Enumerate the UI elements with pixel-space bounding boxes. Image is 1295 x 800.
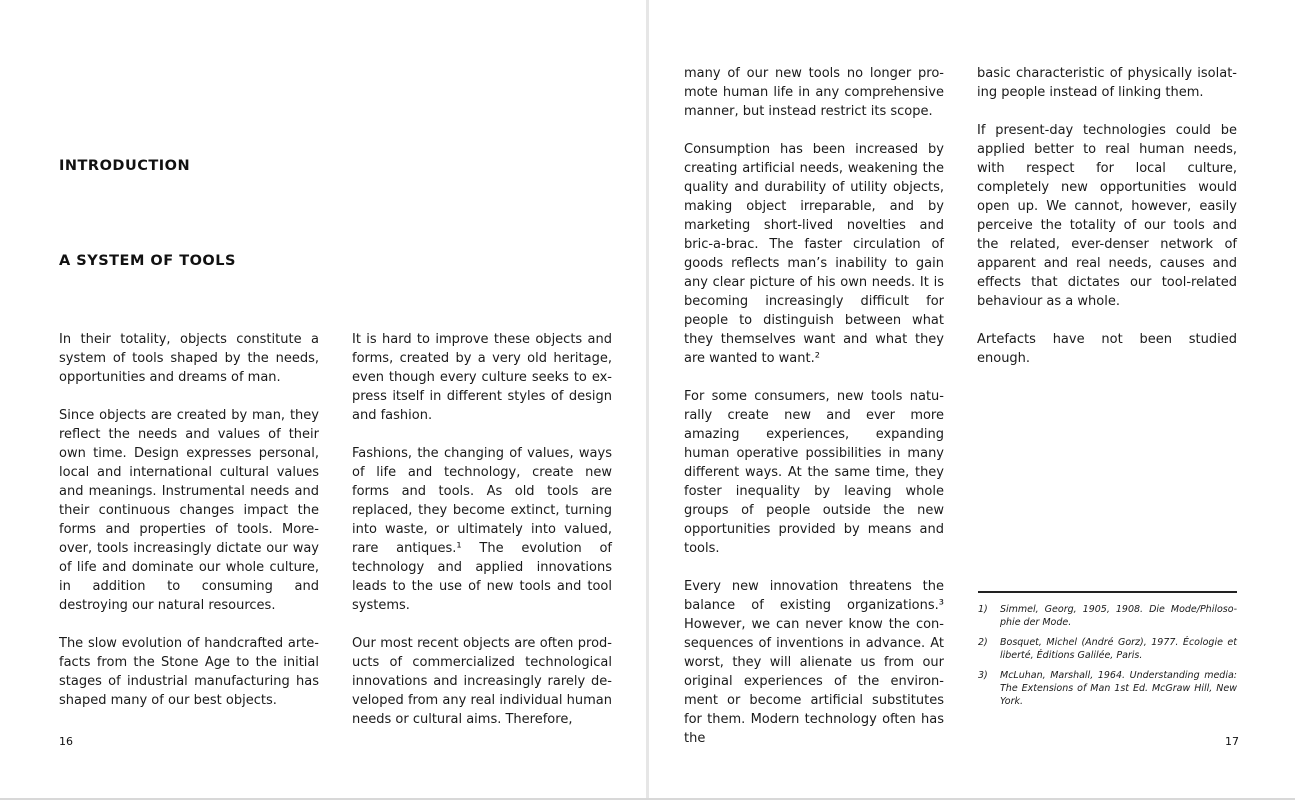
text-column-1 bbox=[59, 330, 319, 710]
paragraph: Since objects are created by man, they reflect the needs and values of their own time. Design expresses personal, local and international cultural values and meanings. Instrumental needs and their continuous changes impact the forms and properties of tools. Moreover, tools increasingly dictate our way of life and dominate our whole culture, in addition to consuming and destroying our natural resources. bbox=[59, 408, 319, 613]
paragraph: Fashions, the changing of values, ways of life and technology, create new forms and tools. As old tools are replaced, they become extinct, turning into waste, or ultimately into valued, rare antiques.¹ The evolution of technology and applied innovations leads to the use of new tools and tool systems. bbox=[352, 446, 612, 613]
footnote-number: 2) bbox=[978, 637, 988, 648]
paragraph: If present-day technologies could be applied better to real human needs, with respect for local culture, completely new opportunities would open up. We cannot, however, easily perceive the totality of our tools and the related, ever-denser network of apparent and real needs, causes and effects that dictates our tool-related behaviour as a whole. bbox=[977, 123, 1237, 309]
footnote-text: Bosquet, Michel (André Gorz), 1977. Écologie et liberté, Éditions Galilée, Paris. bbox=[1000, 637, 1237, 661]
paragraph: Artefacts have not been studied enough. bbox=[977, 332, 1237, 366]
paragraph: In their totality, objects constitute a system of tools shaped by the needs, opportunities and dreams of man. bbox=[59, 332, 319, 385]
footnote-number: 1) bbox=[978, 604, 988, 615]
paragraph: The slow evolution of handcrafted artefacts from the Stone Age to the initial stages of industrial manufacturing has shaped many of our best objects. bbox=[59, 636, 319, 708]
paragraph: For some consumers, new tools naturally create new and ever more amazing experiences, expanding human operative possibilities in many different ways. At the same time, they foster inequality by leaving whole groups of people outside the new opportunities provided by means and tools. bbox=[684, 389, 944, 556]
text-column-3 bbox=[684, 64, 944, 748]
paragraph: Every new innovation threatens the balance of existing organizations.³ However, we can never know the consequences of inventions in advance. At worst, they will alienate us from our original experiences of the environment or become artificial substitutes for them. Modern technology often has the bbox=[684, 579, 944, 746]
footnote-text: Simmel, Georg, 1905, 1908. Die Mode/Philosophie der Mode. bbox=[1000, 604, 1237, 628]
page-number-right: 17 bbox=[1225, 735, 1239, 748]
footnote-item bbox=[978, 636, 1237, 662]
paragraph: It is hard to improve these objects and forms, created by a very old heritage, even though every culture seeks to express itself in different styles of design and fashion. bbox=[352, 332, 612, 423]
paragraph: many of our new tools no longer promote human life in any comprehensive manner, but instead restrict its scope. bbox=[684, 66, 944, 119]
text-column-2 bbox=[352, 330, 612, 729]
footnote-item bbox=[978, 603, 1237, 629]
paragraph: basic characteristic of physically isolating people instead of linking them. bbox=[977, 66, 1237, 100]
page-number-left: 16 bbox=[59, 735, 73, 748]
text-column-4 bbox=[977, 64, 1237, 368]
paragraph: Consumption has been increased by creating artificial needs, weakening the quality and durability of utility objects, making object irreparable, and by marketing short-lived novelties and bric-a-brac. The faster circulation of goods reflects man’s inability to gain any clear picture of his own needs. It is becoming increasingly difficult for people to distinguish between what they themselves want and what they are wanted to want.² bbox=[684, 142, 944, 366]
footnotes bbox=[978, 603, 1237, 715]
paragraph: Our most recent objects are often products of commercialized technological innovations and increasingly rarely developed from any real individual human needs or cultural aims. Therefore, bbox=[352, 636, 612, 727]
footnote-item bbox=[978, 669, 1237, 708]
footnote-text: McLuhan, Marshall, 1964. Understanding media: The Extensions of Man 1st Ed. McGraw Hill, New York. bbox=[1000, 670, 1237, 707]
section-heading-system-of-tools: A SYSTEM OF TOOLS bbox=[59, 253, 236, 269]
footnote-number: 3) bbox=[978, 670, 988, 681]
introduction-heading: INTRODUCTION bbox=[59, 158, 191, 174]
footnote-divider bbox=[978, 591, 1237, 593]
